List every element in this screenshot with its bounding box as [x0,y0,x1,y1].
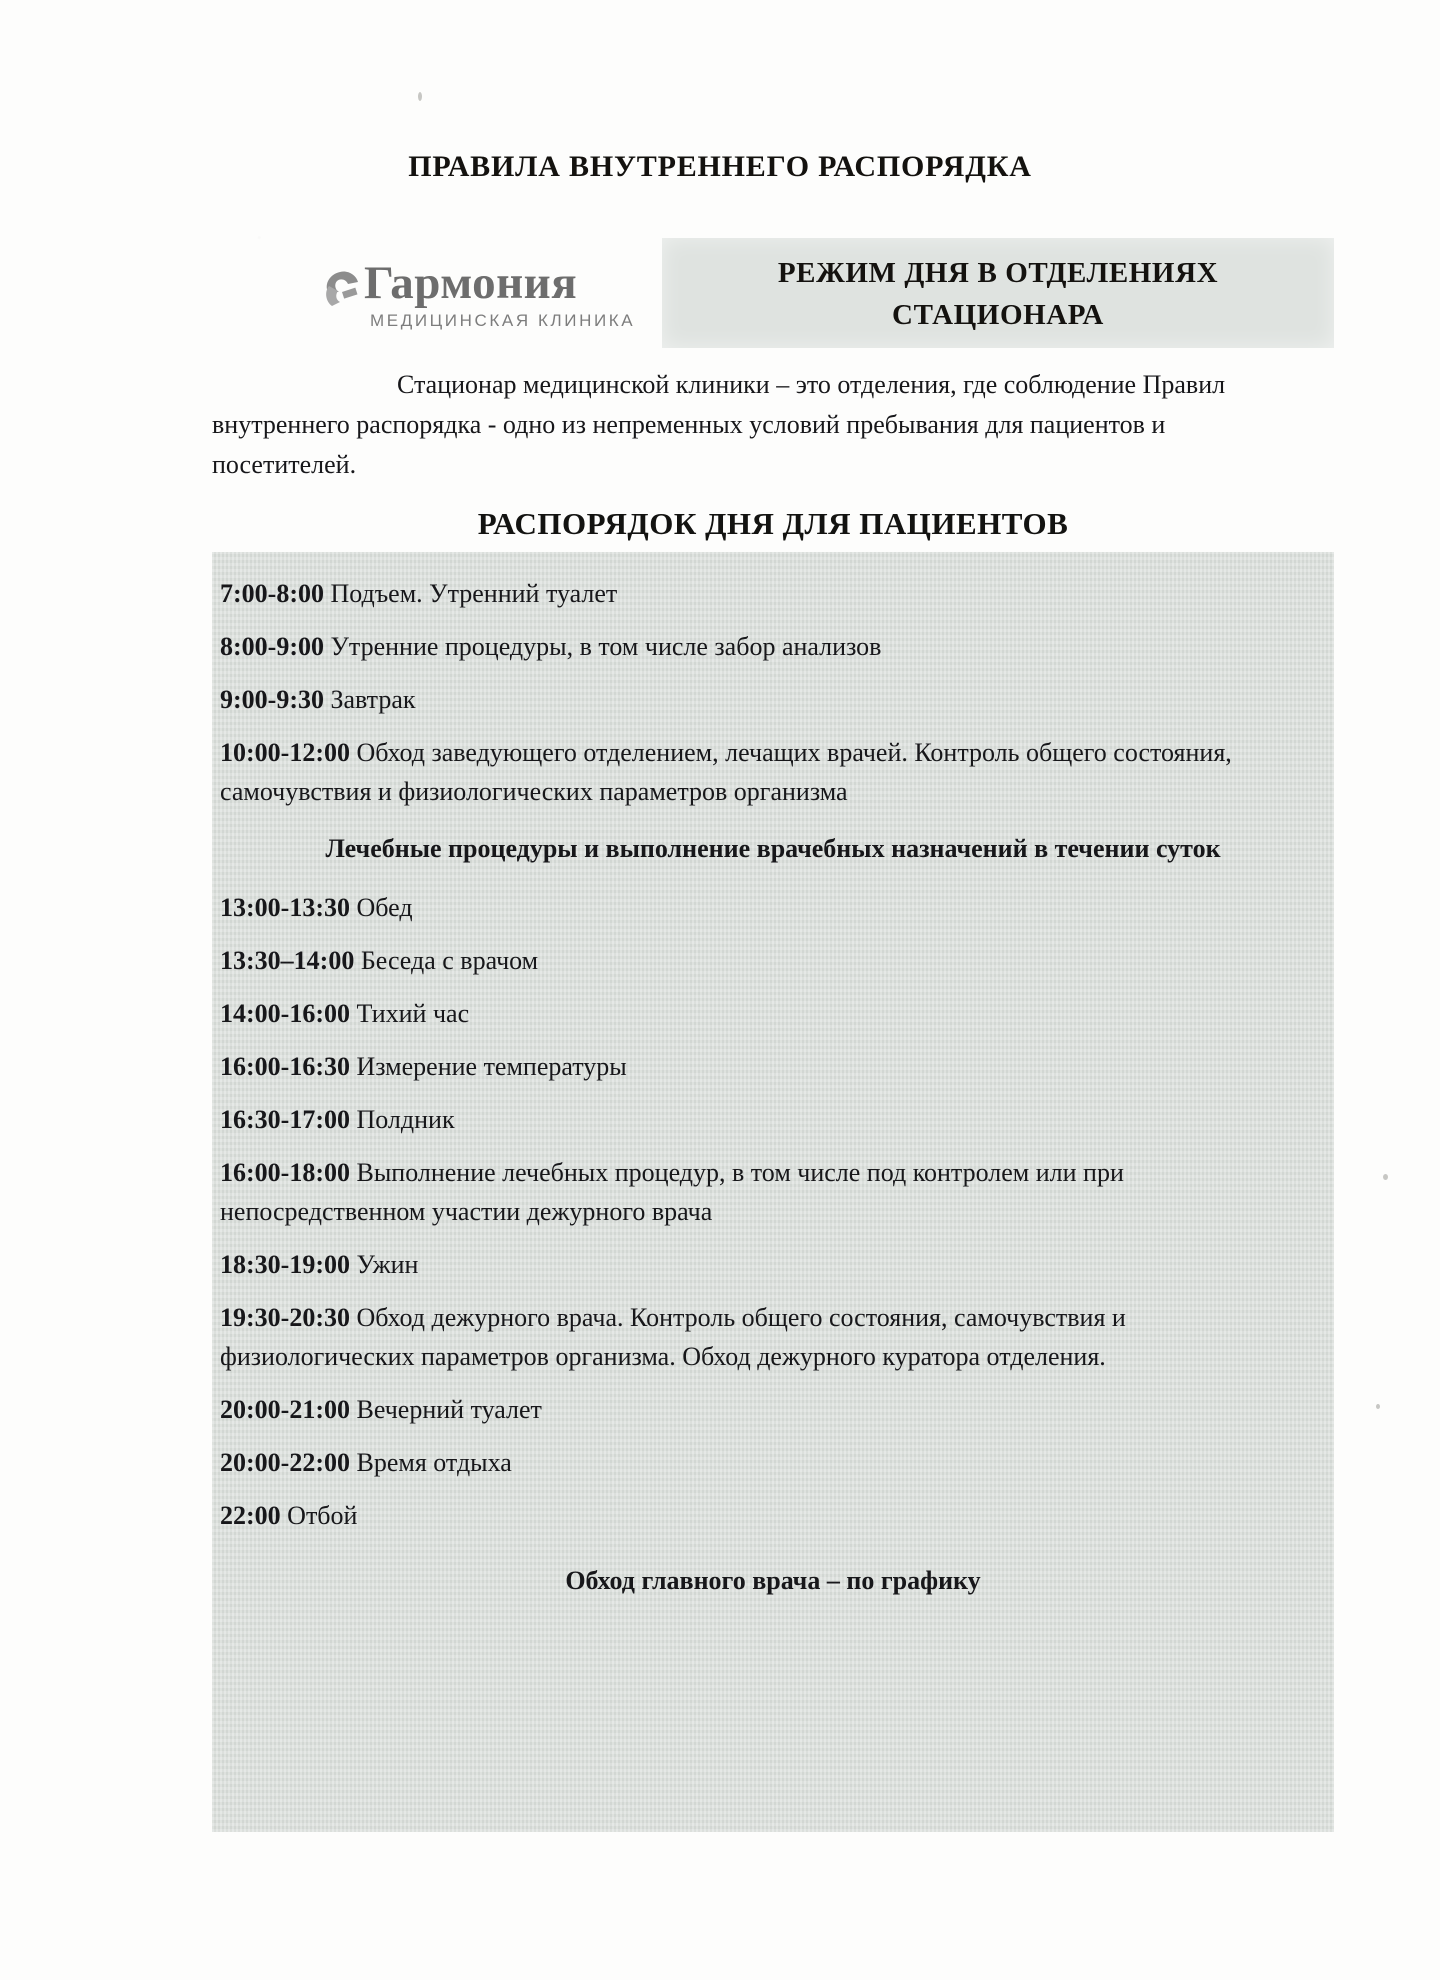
schedule-row-time: 8:00-9:00 [220,632,324,661]
page-title: ПРАВИЛА ВНУТРЕННЕГО РАСПОРЯДКА [408,150,1032,183]
schedule-row [220,1245,1326,1284]
intro-text: Стационар медицинской клиники – это отделения, где соблюдение Правил внутреннего распорядка - одно из непременных условий пребывания для пациентов и посетителей. [212,370,1226,479]
schedule-rows [220,574,1326,1614]
schedule-row [220,1390,1326,1429]
schedule-row-text: Отбой [287,1501,358,1530]
schedule-row-time: 13:00-13:30 [220,893,350,922]
schedule-row [220,1298,1326,1376]
schedule-row [220,574,1326,613]
schedule-row-time: 14:00-16:00 [220,999,350,1028]
schedule-row [220,1047,1326,1086]
schedule-row-time: 10:00-12:00 [220,738,350,767]
schedule-row [220,1153,1326,1231]
schedule-row-text: Вечерний туалет [356,1395,542,1424]
schedule-footer-note: Обход главного врача – по графику [565,1566,981,1595]
banner-heading [662,252,1334,336]
schedule-row-time: 20:00-22:00 [220,1448,350,1477]
schedule-row-text: Время отдыха [356,1448,512,1477]
banner-heading-line1: РЕЖИМ ДНЯ В ОТДЕЛЕНИЯХ [777,257,1219,289]
schedule-row-text: Выполнение лечебных процедур, в том числе под контролем или при непосредственном участии дежурного врача [220,1158,1124,1226]
schedule-row-text: Завтрак [330,685,416,714]
schedule-row-time: 7:00-8:00 [220,579,324,608]
schedule-row-time: 20:00-21:00 [220,1395,350,1424]
schedule-row-time: 16:00-18:00 [220,1158,350,1187]
schedule-row-text: Утренние процедуры, в том числе забор анализов [330,632,882,661]
logo-subtitle: МЕДИЦИНСКАЯ КЛИНИКА [370,311,636,330]
schedule-row-text: Измерение температуры [356,1052,627,1081]
schedule-row-text: Обход дежурного врача. Контроль общего состояния, самочувствия и физиологических параметров организма. Обход дежурного куратора отделения. [220,1303,1126,1371]
schedule-row [220,627,1326,666]
logo-mark-icon [318,262,370,316]
schedule-row [220,994,1326,1033]
schedule-row [220,733,1326,811]
schedule-row [220,888,1326,927]
schedule-row-text: Ужин [356,1250,419,1279]
schedule-row-time: 18:30-19:00 [220,1250,350,1279]
schedule-row-text: Тихий час [356,999,470,1028]
schedule-row-time: 22:00 [220,1501,281,1530]
schedule-row [220,1443,1326,1482]
schedule-row [220,941,1326,980]
schedule-row-time: 16:30-17:00 [220,1105,350,1134]
schedule-row-text: Подъем. Утренний туалет [330,579,618,608]
schedule-row-text: Лечебные процедуры и выполнение врачебных назначений в течении суток [325,834,1221,863]
schedule-block [212,506,1334,1832]
clinic-logo [318,258,648,340]
schedule-row [220,1100,1326,1139]
banner-heading-line2: СТАЦИОНАРА [892,299,1104,331]
schedule-row [220,829,1326,868]
schedule-row-text: Беседа с врачом [360,946,539,975]
schedule-row-time: 9:00-9:30 [220,685,324,714]
section-banner [662,238,1334,348]
schedule-row-time: 13:30–14:00 [220,946,355,975]
scan-speck [1376,1404,1380,1409]
schedule-row-text: Полдник [356,1105,455,1134]
schedule-row [220,680,1326,719]
schedule-row-text: Обход заведующего отделением, лечащих врачей. Контроль общего состояния, самочувствия и физиологических параметров организма [220,738,1232,806]
scan-speck [418,92,422,101]
schedule-row-text: Обед [356,893,413,922]
intro-paragraph [212,365,1230,485]
schedule-title: РАСПОРЯДОК ДНЯ ДЛЯ ПАЦИЕНТОВ [477,506,1069,541]
schedule-row [220,1496,1326,1535]
logo-wordmark: Гармония [364,257,578,309]
scan-speck [1383,1174,1388,1180]
schedule-row-time: 16:00-16:30 [220,1052,350,1081]
schedule-row-time: 19:30-20:30 [220,1303,350,1332]
